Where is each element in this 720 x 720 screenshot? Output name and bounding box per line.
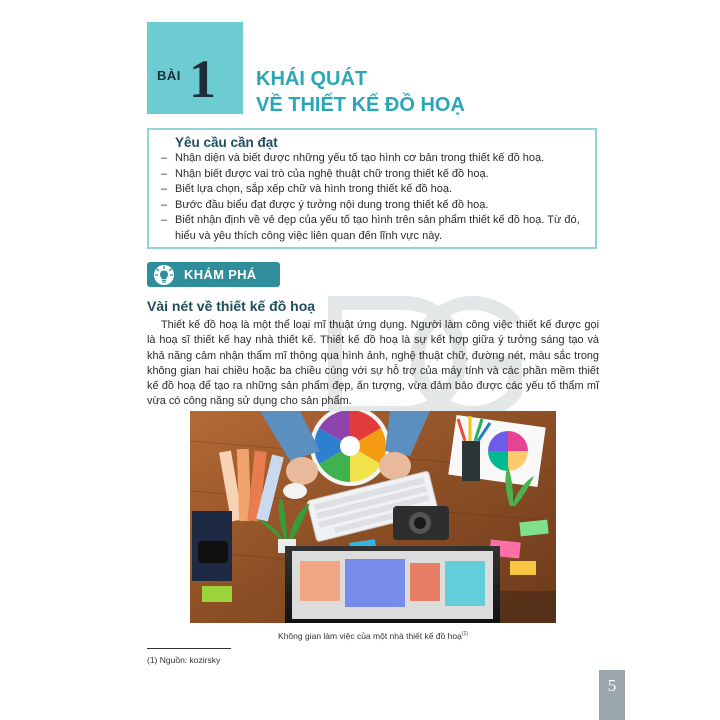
lesson-title-line2: VỀ THIẾT KẾ ĐỒ HOẠ [256, 94, 465, 116]
page-number: 5 [607, 676, 617, 695]
footnote-marker: (1) [461, 631, 468, 638]
lesson-title [256, 66, 465, 118]
body-paragraph: Thiết kế đồ hoạ là một thể loại mĩ thuật ứng dụng. Người làm công việc thiết kế được gọi là hoạ sĩ thiết kế hay nhà thiết kế. Thiết kế đồ hoạ là sự kết hợp giữa ý tưởng sáng tạo và khả năng cảm nhận thẩm mĩ thông qua hình ảnh, nghệ thuật chữ, đường nét, màu sắc trong không gian hai chiều hoặc ba chiều cùng với sự hỗ trợ của máy tính và các phần mềm thiết kế đồ hoạ để tạo ra những sản phẩm đẹp, ấn tượng, vừa đảm bảo được các yếu tố thẩm mĩ vừa có công năng sử dụng cho sản phẩm. [147, 319, 599, 408]
lesson-word: BÀI [157, 68, 181, 83]
requirement-item: – Nhận diện và biết được những yếu tố tạo hình cơ bản trong thiết kế đồ hoạ. [161, 151, 585, 167]
explore-banner [147, 262, 280, 287]
figure-caption-text: Không gian làm việc của một nhà thiết kế đồ hoạ [278, 631, 462, 641]
requirement-item: – Nhận biết được vai trò của nghệ thuật chữ trong thiết kế đồ hoạ. [161, 167, 585, 183]
requirement-item: – Biết nhận định về vẻ đẹp của yếu tố tạo hình trên sản phẩm thiết kế đồ hoạ. Từ đó, hiểu và yêu thích công việc liên quan đến lĩnh vực này. [161, 213, 585, 244]
footnote: (1) Nguồn: kozirsky [147, 655, 221, 665]
lesson-title-line1: KHÁI QUÁT [256, 68, 368, 90]
figure-caption [190, 631, 556, 641]
requirements-list [161, 151, 585, 244]
designer-workspace-photo [190, 411, 556, 623]
footnote-divider [147, 648, 231, 649]
explore-label: KHÁM PHÁ [184, 267, 257, 282]
lesson-number: 1 [189, 49, 216, 109]
requirements-box [147, 128, 597, 249]
section-title: Vài nét về thiết kế đồ hoạ [147, 298, 316, 314]
lightbulb-icon [153, 264, 175, 286]
page-number-tab [599, 670, 625, 720]
requirements-title: Yêu cầu cần đạt [175, 135, 278, 150]
requirement-item: – Bước đầu biểu đạt được ý tưởng nội dung trong thiết kế đồ hoạ. [161, 198, 585, 214]
requirement-item: – Biết lựa chọn, sắp xếp chữ và hình trong thiết kế đồ hoạ. [161, 182, 585, 198]
lesson-number-box [147, 22, 243, 114]
